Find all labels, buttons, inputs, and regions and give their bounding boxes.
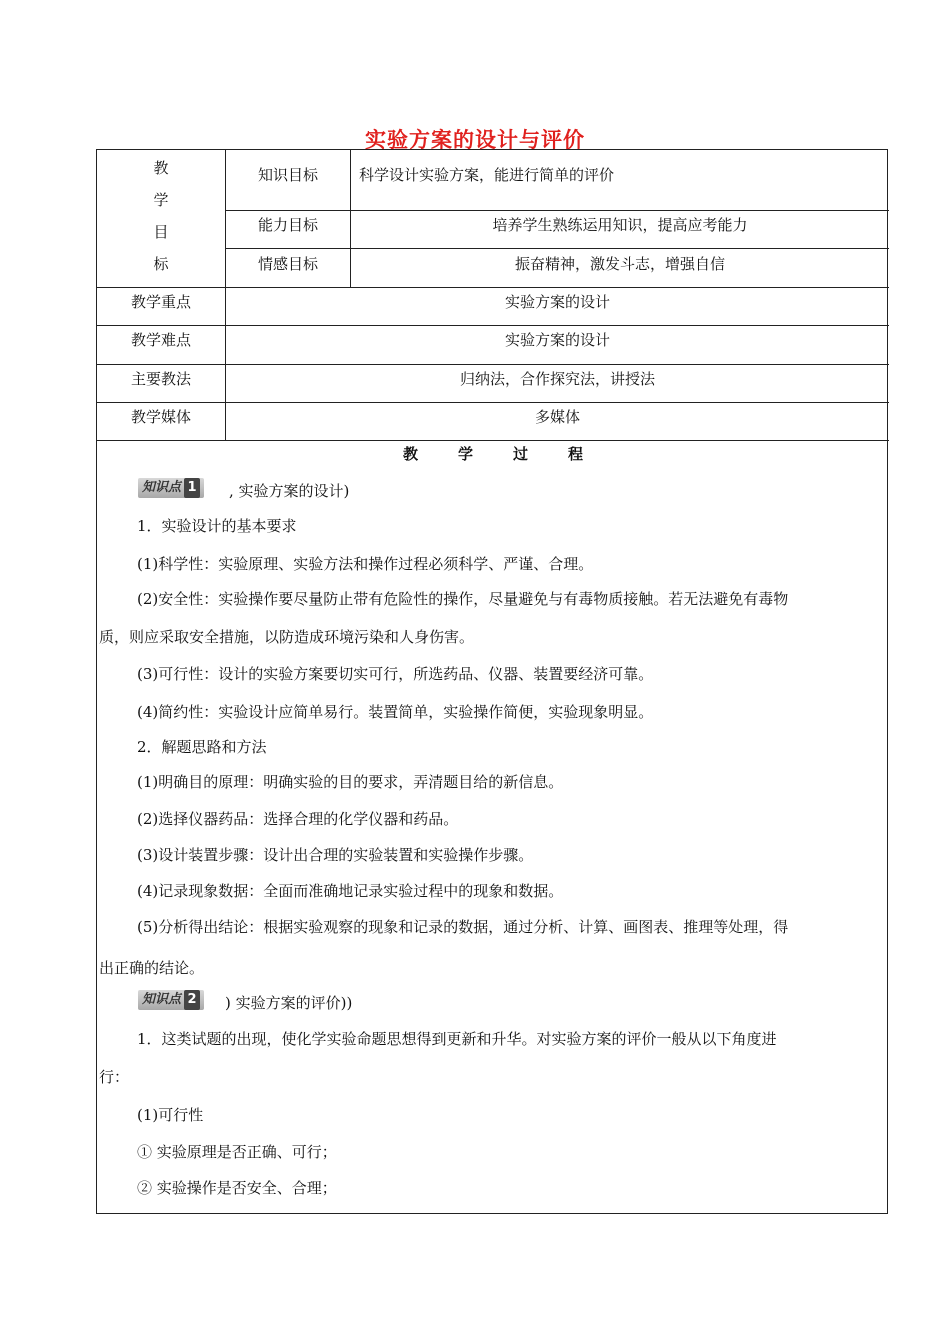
objective-value-emotion: 振奋精神，激发斗志，增强自信 (514, 255, 725, 273)
section2-line: (1)可行性 (137, 1106, 204, 1124)
page-title: 实验方案的设计与评价 (365, 128, 585, 152)
objective-label-ability: 能力目标 (257, 216, 318, 234)
section1-line: 质，则应采取安全措施，以防造成环境污染和人身伤害。 (99, 628, 475, 646)
section2-line: ① 实验原理是否正确、可行； (137, 1143, 337, 1161)
label-char: 教 (153, 159, 169, 177)
section1-line: (1)科学性：实验原理、实验方法和操作过程必须科学、严谨、合理。 (137, 555, 594, 573)
table-divider (97, 402, 889, 403)
section1-line: (4)简约性：实验设计应简单易行。装置简单，实验操作简便，实验现象明显。 (137, 703, 654, 721)
section1-line: (3)可行性：设计的实验方案要切实可行，所选药品、仪器、装置要经济可靠。 (137, 665, 654, 683)
label-char: 目 (153, 223, 169, 241)
info-value-methods: 归纳法，合作探究法，讲授法 (459, 370, 655, 388)
info-value-focus: 实验方案的设计 (504, 293, 610, 311)
objectives-group-label (97, 152, 225, 280)
info-value-difficulty: 实验方案的设计 (504, 331, 610, 349)
knowledge-point-badge (138, 990, 204, 1010)
section1-line: 2．解题思路和方法 (137, 738, 267, 756)
section1-line: 1．实验设计的基本要求 (137, 517, 297, 535)
knowledge-point-badge (138, 478, 204, 498)
badge-label: 知识点 (142, 992, 182, 1007)
badge-number: 1 (184, 478, 200, 498)
badge-number: 2 (184, 990, 200, 1010)
info-label-focus: 教学重点 (130, 293, 191, 311)
section1-line: (4)记录现象数据：全面而准确地记录实验过程中的现象和数据。 (137, 882, 564, 900)
section2-line: 行： (99, 1068, 130, 1086)
info-label-difficulty: 教学难点 (130, 331, 191, 349)
section2-heading: ) 实验方案的评价)) (225, 994, 353, 1012)
section1-line: (2)选择仪器药品：选择合理的化学仪器和药品。 (137, 810, 459, 828)
label-char: 学 (153, 191, 169, 209)
info-label-methods: 主要教法 (130, 370, 191, 388)
badge-label: 知识点 (142, 480, 182, 495)
table-divider (225, 248, 889, 249)
info-label-media: 教学媒体 (130, 408, 191, 426)
table-divider (225, 210, 889, 211)
section1-line: (1)明确目的原理：明确实验的目的要求，弄清题目给的新信息。 (137, 773, 564, 791)
objective-label-knowledge: 知识目标 (257, 166, 318, 184)
section2-line: 1．这类试题的出现，使化学实验命题思想得到更新和升华。对实验方案的评价一般从以下角度进 (137, 1030, 777, 1048)
info-value-media: 多媒体 (534, 408, 580, 426)
section1-heading: , 实验方案的设计) (229, 482, 350, 500)
table-divider (97, 364, 889, 365)
section1-line: (3)设计装置步骤：设计出合理的实验装置和实验操作步骤。 (137, 846, 534, 864)
objective-value-ability: 培养学生熟练运用知识，提高应考能力 (492, 216, 748, 234)
lesson-plan-table (96, 149, 888, 1214)
section1-line: (2)安全性：实验操作要尽量防止带有危险性的操作，尽量避免与有毒物质接触。若无法避免有毒物 (137, 590, 789, 608)
section2-line: ② 实验操作是否安全、合理； (137, 1179, 337, 1197)
section1-line: 出正确的结论。 (99, 959, 205, 977)
table-divider (97, 440, 889, 441)
table-divider (97, 325, 889, 326)
objective-label-emotion: 情感目标 (257, 255, 318, 273)
process-heading: 教学过程 (402, 445, 623, 463)
section1-line: (5)分析得出结论：根据实验观察的现象和记录的数据，通过分析、计算、画图表、推理等处理，得 (137, 918, 789, 936)
table-divider (97, 287, 889, 288)
label-char: 标 (153, 255, 169, 273)
objective-value-knowledge: 科学设计实验方案，能进行简单的评价 (359, 166, 615, 184)
